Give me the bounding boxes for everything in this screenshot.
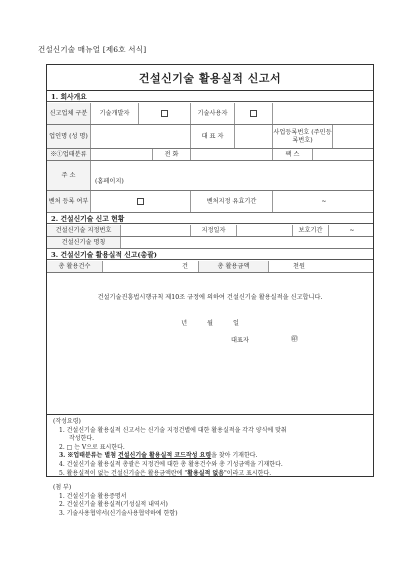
section1-heading: 1. 회사개요: [47, 92, 373, 102]
total-count-field[interactable]: 건: [103, 261, 199, 272]
designation-no-label: 건설신기술 지정번호: [47, 225, 121, 236]
address-field[interactable]: [91, 161, 375, 190]
homepage-label: (홈페이지): [95, 177, 124, 185]
total-amount-label: 총 활용금액: [199, 261, 269, 272]
instructions-heading: (작성요령): [53, 418, 81, 425]
total-amount-field[interactable]: 천원: [293, 262, 305, 270]
industry-label: ※①업태분류: [47, 149, 91, 160]
seal-mark: ㊞: [291, 335, 298, 343]
note-item: 2. □ 는 V으로 표시한다.: [59, 443, 125, 451]
instructions: [47, 414, 373, 519]
phone-field[interactable]: [191, 149, 273, 160]
user-label: 기술사용자: [191, 103, 235, 124]
attachments-heading: (첨 부): [53, 484, 72, 492]
phone-label: 전 화: [153, 149, 191, 160]
fax-field[interactable]: [313, 149, 375, 160]
checkbox-icon: [250, 110, 257, 117]
total-count-label: 총 활용건수: [47, 261, 103, 272]
protection-period-field[interactable]: ~: [349, 226, 355, 234]
designation-row: [47, 225, 373, 237]
checkbox-icon: [137, 198, 144, 205]
venture-row: [47, 191, 373, 213]
address-label: 주 소: [47, 161, 91, 190]
venture-checkbox[interactable]: [91, 191, 191, 212]
totals-row: [47, 261, 373, 273]
designation-date-field[interactable]: [237, 225, 293, 236]
section2-heading: 2. 건설신기술 신고 현황: [47, 214, 373, 224]
note-item-cont: 작성한다.: [69, 435, 95, 443]
address-row: [47, 161, 373, 191]
form-header-label: 건설신기술 매뉴얼 [제6호 서식]: [38, 45, 147, 54]
tech-name-field[interactable]: [121, 237, 375, 248]
ceo-field[interactable]: [235, 125, 273, 148]
form-title: 건설신기술 활용실적 신고서: [47, 65, 373, 91]
tech-name-label: 건설신기술 명칭: [47, 237, 121, 248]
designation-date-label: 지정일자: [191, 225, 237, 236]
representative-label: 대표자: [231, 337, 249, 344]
company-name-label: 업인명 (성 명): [47, 125, 91, 148]
venture-period-field[interactable]: ~: [321, 197, 327, 205]
company-name-field[interactable]: [91, 125, 191, 148]
company-row: [47, 125, 373, 149]
venture-label: 벤처 등록 여부: [47, 191, 91, 212]
developer-label: 기술개발자: [91, 103, 139, 124]
industry-field[interactable]: [91, 149, 153, 160]
attachment-item: 1. 건설신기술 활용증명서: [59, 492, 127, 500]
note-item: 3. ※업태분류는 별첨 건설신기술 활용실적 코드작성 요령을 찾아 기재한다.: [59, 452, 258, 460]
biz-type-label: 신고업체 구분: [47, 103, 91, 124]
venture-period-label: 벤처지정 유효기간: [191, 191, 273, 212]
protection-period-label: 보호기간: [293, 225, 329, 236]
reg-no-field[interactable]: [333, 125, 375, 148]
fax-label: 팩 스: [273, 149, 313, 160]
ceo-label: 대 표 자: [191, 125, 235, 148]
declaration-text: 건설기술진흥법시행규칙 제10조 규정에 의하여 건설신기술 활용실적을 신고합니다.: [97, 294, 323, 301]
attachment-item: 3. 기술사용협약서(신기술사용협약하에 한함): [59, 509, 178, 517]
note-item: 5. 활용실적이 없는 건설신기술은 활용금액란에 "활용실적 없음"이라고 표시한다.: [59, 469, 272, 477]
reg-no-label: 사업등록번호 (주민등록번호): [273, 125, 333, 148]
attachment-item: 2. 건설신기술 활용실적(기성실적 내역서): [59, 501, 168, 509]
checkbox-icon: [161, 110, 168, 117]
developer-checkbox[interactable]: [139, 103, 191, 124]
industry-row: [47, 149, 373, 161]
section3-heading: 3. 건설신기술 활용실적 신고(총괄): [47, 250, 373, 260]
declaration-date: 년 월 일: [181, 320, 239, 327]
biz-type-row: [47, 103, 373, 125]
tech-name-row: [47, 237, 373, 249]
biz-type-empty: [273, 103, 375, 124]
note-item: 1. 건설신기술 활용실적 신고서는 신기술 지정건별에 대한 활용실적을 각각 양식에 맞춰: [59, 426, 287, 434]
user-checkbox[interactable]: [235, 103, 273, 124]
code-guide-reference: 건설신기술 활용실적 코드작성 요령: [117, 452, 212, 460]
note-item: 4. 건설신기술 활용실적 총괄은 지정건에 대한 총 활용건수와 총 기성금액을 기재한다.: [59, 460, 283, 468]
designation-no-field[interactable]: [121, 225, 191, 236]
report-form: [46, 64, 374, 517]
